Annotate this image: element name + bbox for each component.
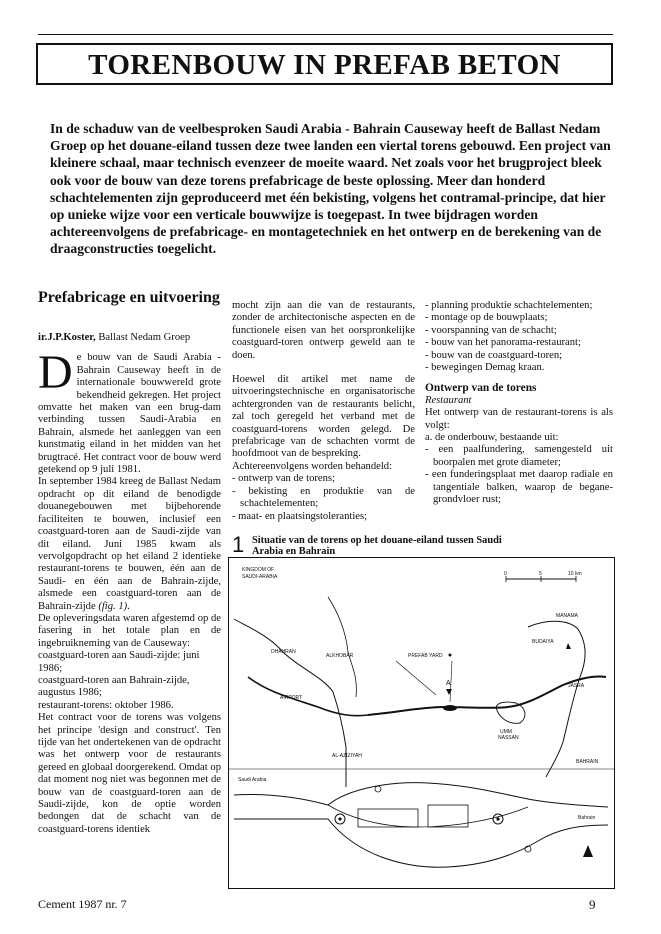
coast-detail bbox=[328, 597, 356, 697]
col3-list-item: - voorspanning van de schacht; bbox=[425, 324, 557, 336]
customs-island bbox=[443, 705, 457, 711]
col2-list-item: - ontwerp van de torens; bbox=[232, 473, 335, 485]
saudi-coastline bbox=[234, 619, 346, 787]
label-kingdom: KINGDOM OF bbox=[242, 567, 275, 573]
label-bahrain: BAHRAIN bbox=[576, 759, 599, 765]
col1-paragraph-4: Het contract voor de torens was volgens het principe 'design and construct'. Ten tijde van het ondertekenen van de opdracht was het ontwerp voor de restaurants gereed en globaal doorgerekend. Omdat op dat moment nog niet was begonnen met de bouw van de coastguard-toren aan de Saudi-zijde, kon de optie worden bedongen dat de schacht van de coastguard-torens identiek bbox=[38, 712, 221, 835]
author-name: ir.J.P.Koster, bbox=[38, 332, 96, 343]
col3-list-item: - bouw van het panorama-restaurant; bbox=[425, 337, 581, 349]
footer-journal: Cement 1987 nr. 7 bbox=[38, 897, 127, 911]
road bbox=[248, 677, 368, 716]
prefab-yard-marker bbox=[449, 654, 452, 657]
umm-nassan-island bbox=[496, 702, 525, 723]
section-subheading: Restaurant bbox=[425, 394, 472, 406]
section-heading: Ontwerp van de torens bbox=[425, 382, 537, 395]
label-nassan: NASSAN bbox=[498, 735, 519, 741]
island-marker bbox=[566, 643, 571, 649]
col2-list-item: - maat- en plaatsingstoleranties; bbox=[232, 510, 368, 522]
article-heading: Prefabricage en uitvoering bbox=[38, 289, 220, 306]
causeway-road-lower bbox=[234, 819, 608, 867]
col3-paragraph-2: a. de onderbouw, bestaande uit: bbox=[425, 432, 559, 444]
author-line bbox=[38, 332, 221, 344]
col1-p2-end: . bbox=[127, 600, 130, 612]
col2-paragraph-1: mocht zijn aan die van de restaurants, zonder de architectonische aspecten en de functionele eisen van het oorspronkelijke coastguard-toren ontwerp geweld aan te doen. bbox=[232, 300, 415, 361]
author-org: Ballast Nedam Groep bbox=[95, 332, 191, 343]
label-saudi: SAUDI-ARABIA bbox=[242, 574, 278, 580]
tower-center bbox=[338, 817, 341, 820]
date-item-3: restaurant-torens: oktober 1986. bbox=[38, 699, 174, 711]
label-bahrain-2: Bahrain bbox=[578, 815, 596, 821]
customs-building bbox=[358, 809, 418, 827]
label-scale10: 10 km bbox=[568, 571, 582, 577]
label-budaiya: BUDAIYA bbox=[532, 639, 554, 645]
label-saudi-arabia: Saudi Arabia bbox=[238, 777, 267, 783]
label-scale0: 0 bbox=[504, 571, 507, 577]
figure-caption: Situatie van de torens op het douane-eiland tussen Saudi Arabia en Bahrain bbox=[252, 535, 502, 557]
col3-list-item: - montage op de bouwplaats; bbox=[425, 312, 548, 324]
col3-list2-item: - een funderingsplaat met daarop radiale en tangentiale balken, waarop de begane-grondvloer rust; bbox=[425, 469, 613, 506]
map-frame bbox=[229, 558, 615, 889]
label-alazizyah: AL-AZIZIYAH bbox=[332, 753, 362, 759]
coastguard-tower bbox=[375, 786, 381, 792]
column-3 bbox=[425, 300, 613, 507]
leader-line bbox=[396, 661, 436, 695]
dropcap: D bbox=[38, 346, 73, 400]
col3-list-item: - bouw van de coastguard-toren; bbox=[425, 349, 563, 361]
intro-paragraph: In de schaduw van de veelbesproken Saudi Arabia - Bahrain Causeway heeft de Ballast Nedam Groep op het douane-eiland tussen deze twee landen een viertal torens gebouwd. Een project van kleinere schaal, maar technisch evenzeer de moeite waard. Net zoals voor het brugproject bleek ook voor de bouw van deze torens prefabricage de beste oplossing. Meer dan honderd schachtelementen zijn geproduceerd met één bekisting, volgens het contramal-principe, dat hier op unieke wijze voor een verticale bouwwijze is toegepast. In twee bijdragen worden achtereenvolgens de prefabricage- en montagetechniek en het ontwerp en de berekening van de draagconstructies toegelicht. bbox=[50, 121, 611, 257]
col3-list-item: - planning produktie schachtelementen; bbox=[425, 300, 593, 311]
page-title: TORENBOUW IN PREFAB BETON bbox=[88, 49, 561, 81]
col1-paragraph-3: De opleveringsdata waren afgestemd op de fasering in het totale plan en de ingebruikneming van de Causeway: bbox=[38, 612, 221, 649]
label-a: A bbox=[446, 680, 451, 687]
col2-paragraph-2: Hoewel dit artikel met name de uitvoeringstechnische en organisatorische achtergronden van de restaurants belicht, zal toch geregeld het verband met de coastguard-torens worden gelegd. De prefabricage van de schachten vormt de hoofdmoot van de bespreking. bbox=[232, 374, 415, 460]
label-scale5: 5 bbox=[539, 571, 542, 577]
situation-map bbox=[228, 557, 615, 889]
column-2 bbox=[232, 300, 415, 523]
label-manama: MANAMA bbox=[556, 613, 578, 619]
figure-reference: (fig. 1) bbox=[98, 600, 128, 612]
col3-list-item: - bewegingen Demag kraan. bbox=[425, 362, 545, 374]
label-dhahran: DHAHRAN bbox=[271, 649, 296, 655]
label-jasra: JASRA bbox=[568, 683, 585, 689]
date-item-2: coastguard-toren aan Bahrain-zijde, augustus 1986; bbox=[38, 674, 190, 699]
col1-paragraph-2 bbox=[38, 476, 221, 612]
col1-paragraph-1 bbox=[38, 346, 221, 476]
col2-list-item: - bekisting en produktie van de schachtelementen; bbox=[232, 485, 415, 510]
figure-header bbox=[228, 533, 615, 557]
title-box bbox=[36, 43, 613, 85]
label-umm: UMM bbox=[500, 729, 512, 735]
page-number: 9 bbox=[589, 897, 596, 912]
marker-a bbox=[446, 689, 452, 695]
north-arrow-icon bbox=[583, 845, 593, 857]
column-1 bbox=[38, 288, 221, 836]
col3-list2-item: - een paalfundering, samengesteld uit boorpalen met grote diameter; bbox=[425, 444, 613, 468]
date-item-1: coastguard-toren aan Saudi-zijde: juni 1986; bbox=[38, 650, 200, 674]
tower-center bbox=[496, 817, 499, 820]
top-rule bbox=[38, 34, 613, 35]
col2-paragraph-3: Achtereenvolgens worden behandeld: bbox=[232, 460, 393, 472]
figure-number: 1 bbox=[232, 532, 245, 557]
figure-1 bbox=[228, 533, 615, 889]
col1-p1-text: e bouw van de Saudi Arabia - Bahrain Causeway heeft in de internationale bouwwereld grote bekendheid gekregen. Het project omvatte het maken van een brug-dam verbinding tussen Saudi-Arabia en Bahrain, alsmede het aanleggen van een kunstmatig eiland in het midden van het brugtracé. Het contract voor de bouw werd getekend op 9 juli 1981. bbox=[38, 352, 221, 476]
label-alkhobar: ALKHOBAR bbox=[326, 653, 354, 659]
col1-p2-text: In september 1984 kreeg de Ballast Nedam opdracht op dit eiland de benodigde douanegebouwen met bijbehorende faciliteiten te bouwen, inclusief een coastguard-toren aan de Saudi-zijde van dit eiland. Juni 1985 kwam als vervolgopdracht op het eiland 2 identieke restaurant-torens te bouwen, één aan de Saudi- en één aan de Bahrain-zijde, alsmede een coastguard-toren aan de Bahrain-zijde bbox=[38, 476, 221, 612]
causeway-road-upper bbox=[234, 783, 608, 807]
col3-paragraph-1: Het ontwerp van de restaurant-torens is als volgt: bbox=[425, 407, 613, 431]
label-prefab: PREFAB YARD bbox=[408, 653, 443, 659]
label-airport: AIRPORT bbox=[280, 695, 303, 701]
